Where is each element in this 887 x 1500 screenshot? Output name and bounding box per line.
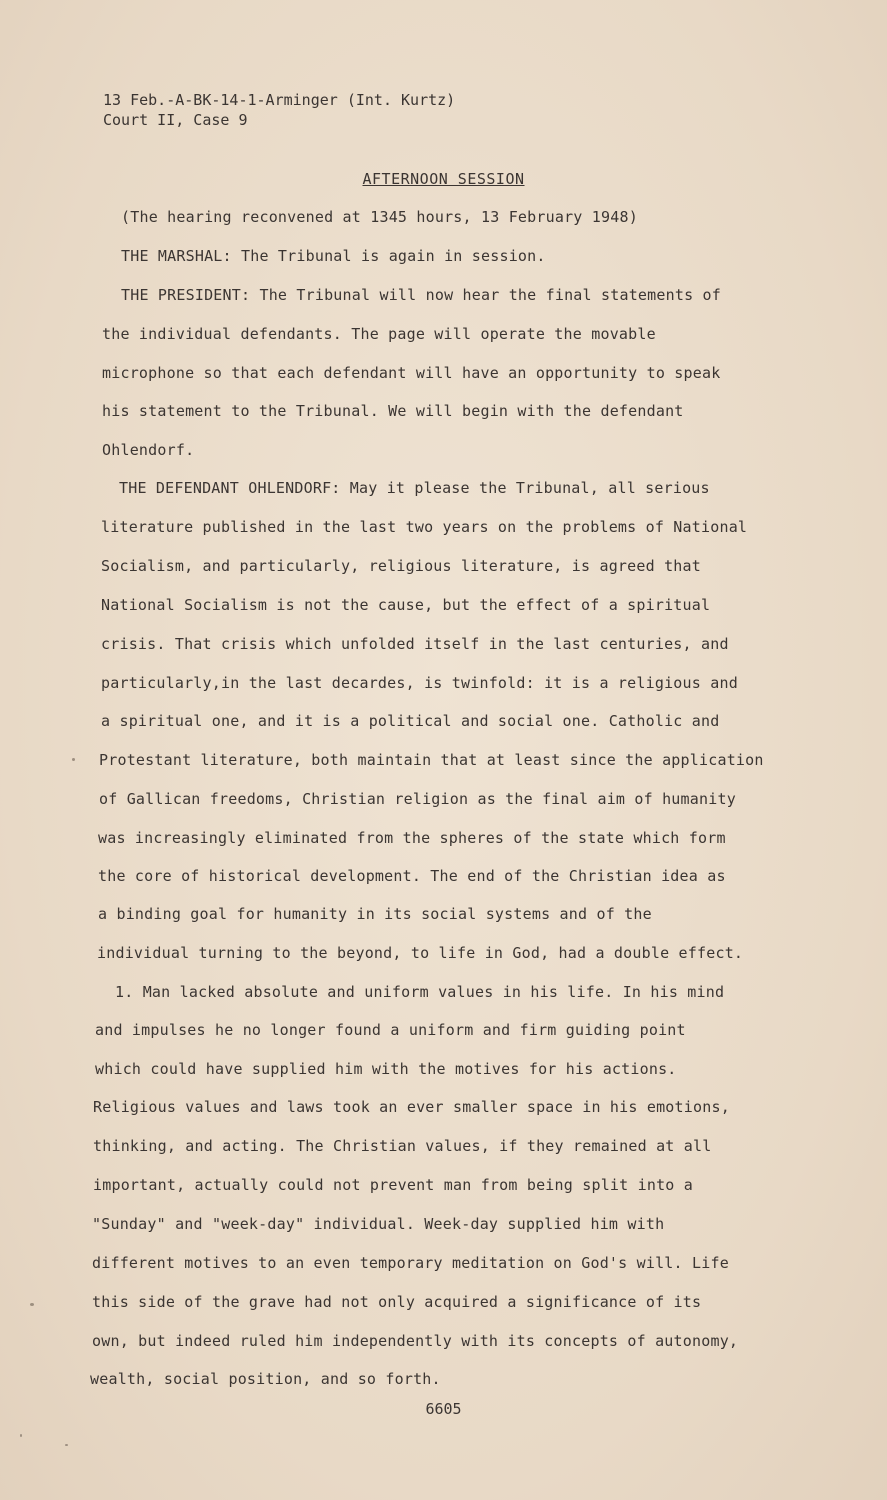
text-line: Socialism, and particularly, religious literature, is agreed that <box>101 557 701 575</box>
text-line: particularly,in the last decardes, is twinfold: it is a religious and <box>101 674 738 692</box>
text-line: THE DEFENDANT OHLENDORF: May it please the Tribunal, all serious <box>119 479 710 497</box>
paper-speck <box>30 1303 34 1306</box>
text-line: National Socialism is not the cause, but the effect of a spiritual <box>101 596 711 614</box>
header-court: Court II, Case 9 <box>103 111 248 129</box>
text-line: and impulses he no longer found a uniform and firm guiding point <box>95 1021 686 1039</box>
text-line: THE MARSHAL: The Tribunal is again in session. <box>121 247 546 265</box>
paper-speck <box>20 1434 22 1437</box>
text-line: different motives to an even temporary meditation on God's will. Life <box>92 1254 729 1272</box>
text-line: "Sunday" and "week-day" individual. Week-day supplied him with <box>92 1215 665 1233</box>
text-line: individual turning to the beyond, to life in God, had a double effect. <box>97 944 744 962</box>
text-line: important, actually could not prevent man from being split into a <box>93 1176 693 1194</box>
text-line: a binding goal for humanity in its social systems and of the <box>98 905 652 923</box>
text-line: Protestant literature, both maintain that at least since the application <box>99 751 764 769</box>
text-line: his statement to the Tribunal. We will begin with the defendant <box>102 402 684 420</box>
text-line: thinking, and acting. The Christian values, if they remained at all <box>93 1137 712 1155</box>
text-line: microphone so that each defendant will have an opportunity to speak <box>102 364 721 382</box>
text-line: Religious values and laws took an ever smaller space in his emotions, <box>93 1098 730 1116</box>
text-line: of Gallican freedoms, Christian religion as the final aim of humanity <box>99 790 736 808</box>
text-line: a spiritual one, and it is a political and social one. Catholic and <box>101 712 720 730</box>
text-line: the individual defendants. The page will operate the movable <box>102 325 656 343</box>
text-line: THE PRESIDENT: The Tribunal will now hear the final statements of <box>121 286 721 304</box>
text-line: own, but indeed ruled him independently with its concepts of autonomy, <box>92 1332 739 1350</box>
session-title: AFTERNOON SESSION <box>362 170 525 188</box>
text-line: wealth, social position, and so forth. <box>90 1370 441 1388</box>
header-reference: 13 Feb.-A-BK-14-1-Arminger (Int. Kurtz) <box>103 91 456 109</box>
paper-speck <box>72 758 75 761</box>
text-line: was increasingly eliminated from the spheres of the state which form <box>98 829 726 847</box>
text-line: 1. Man lacked absolute and uniform values in his life. In his mind <box>115 983 725 1001</box>
text-line: which could have supplied him with the motives for his actions. <box>95 1060 677 1078</box>
text-line: this side of the grave had not only acquired a significance of its <box>92 1293 702 1311</box>
document-header <box>103 90 455 130</box>
text-line: crisis. That crisis which unfolded itself in the last centuries, and <box>101 635 729 653</box>
text-line: literature published in the last two years on the problems of National <box>101 518 748 536</box>
text-line: (The hearing reconvened at 1345 hours, 13 February 1948) <box>121 208 638 226</box>
page-number: 6605 <box>425 1400 462 1418</box>
paper-speck <box>65 1444 68 1446</box>
text-line: the core of historical development. The end of the Christian idea as <box>98 867 726 885</box>
text-line: Ohlendorf. <box>102 441 195 459</box>
